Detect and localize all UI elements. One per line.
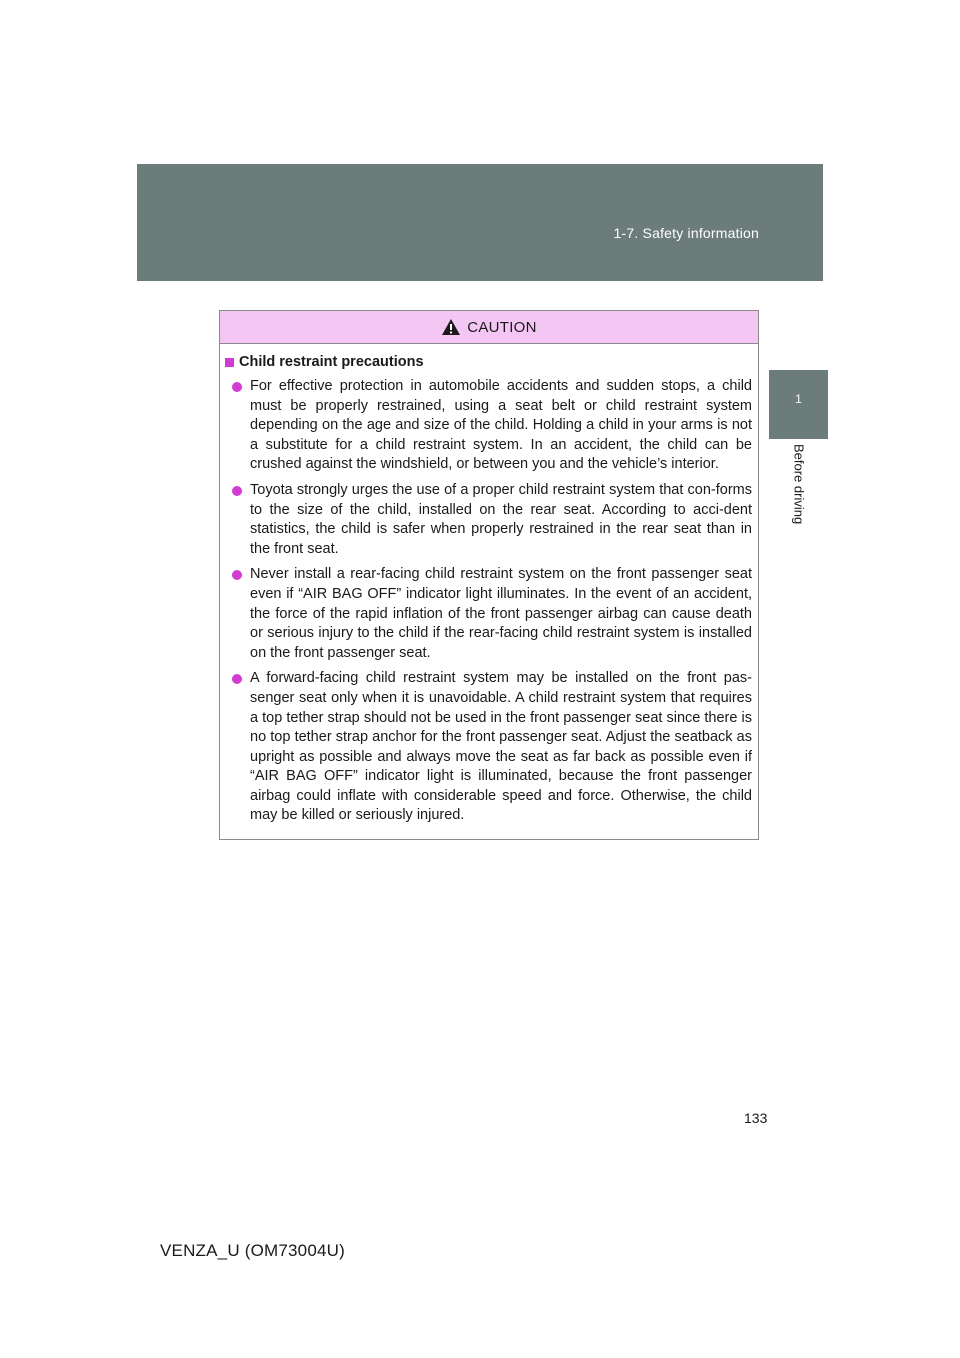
caution-header: [220, 311, 758, 344]
chapter-label: [769, 440, 828, 550]
list-item: [225, 565, 752, 663]
circle-bullet-icon: [232, 486, 242, 496]
section-heading: [225, 354, 752, 370]
section-heading-text: Child restraint precautions: [239, 354, 424, 370]
list-item-text: For effective protection in automobile accidents and sudden stops, a child must be properly restrained, using a seat belt or child restraint system depending on the age and size of the child. Holding a child in your arms is not a substitute for a child restraint system. In an accident, the child can be crushed against the windshield, or between you and the vehicle’s interior.: [250, 378, 752, 473]
list-item: [225, 377, 752, 475]
chapter-tab: [769, 370, 828, 439]
chapter-number: 1: [795, 392, 802, 406]
list-item: [225, 481, 752, 559]
caution-title: CAUTION: [467, 318, 537, 336]
warning-triangle-icon: [441, 318, 461, 336]
circle-bullet-icon: [232, 570, 242, 580]
section-title: 1-7. Safety information: [613, 225, 759, 241]
caution-box: [219, 310, 759, 840]
chapter-header-band: [137, 164, 823, 281]
list-item-text: A forward-facing child restraint system may be installed on the front pas-senger seat only when it is unavoidable. A child restraint system that requires a top tether strap should not be used in the front passenger seat since there is no top tether strap anchor for the front passenger seat. Adjust the seatback as upright as possible and always move the seat as far back as possible even if “AIR BAG OFF” indicator light is illuminated, because the front passenger airbag could inflate with considerable speed and force. Otherwise, the child may be killed or seriously injured.: [250, 670, 752, 824]
circle-bullet-icon: [232, 674, 242, 684]
list-item-text: Toyota strongly urges the use of a proper child restraint system that con-forms to the size of the child, installed on the rear seat. According to acci-dent statistics, the child is safer when properly restrained in the rear seat than in the front seat.: [250, 481, 752, 557]
caution-body: [220, 344, 758, 826]
list-item: [225, 669, 752, 826]
page-number: 133: [744, 1110, 768, 1126]
square-bullet-icon: [225, 358, 234, 367]
circle-bullet-icon: [232, 382, 242, 392]
list-item-text: Never install a rear-facing child restraint system on the front passenger seat even if “AIR BAG OFF” indicator light illuminates. In the event of an accident, the force of the rapid inflation of the front passenger airbag can cause death or serious injury to the child if the rear-facing child restraint system is installed on the front passenger seat.: [250, 566, 752, 661]
chapter-label-text: Before driving: [791, 444, 806, 525]
document-id: VENZA_U (OM73004U): [160, 1241, 345, 1260]
